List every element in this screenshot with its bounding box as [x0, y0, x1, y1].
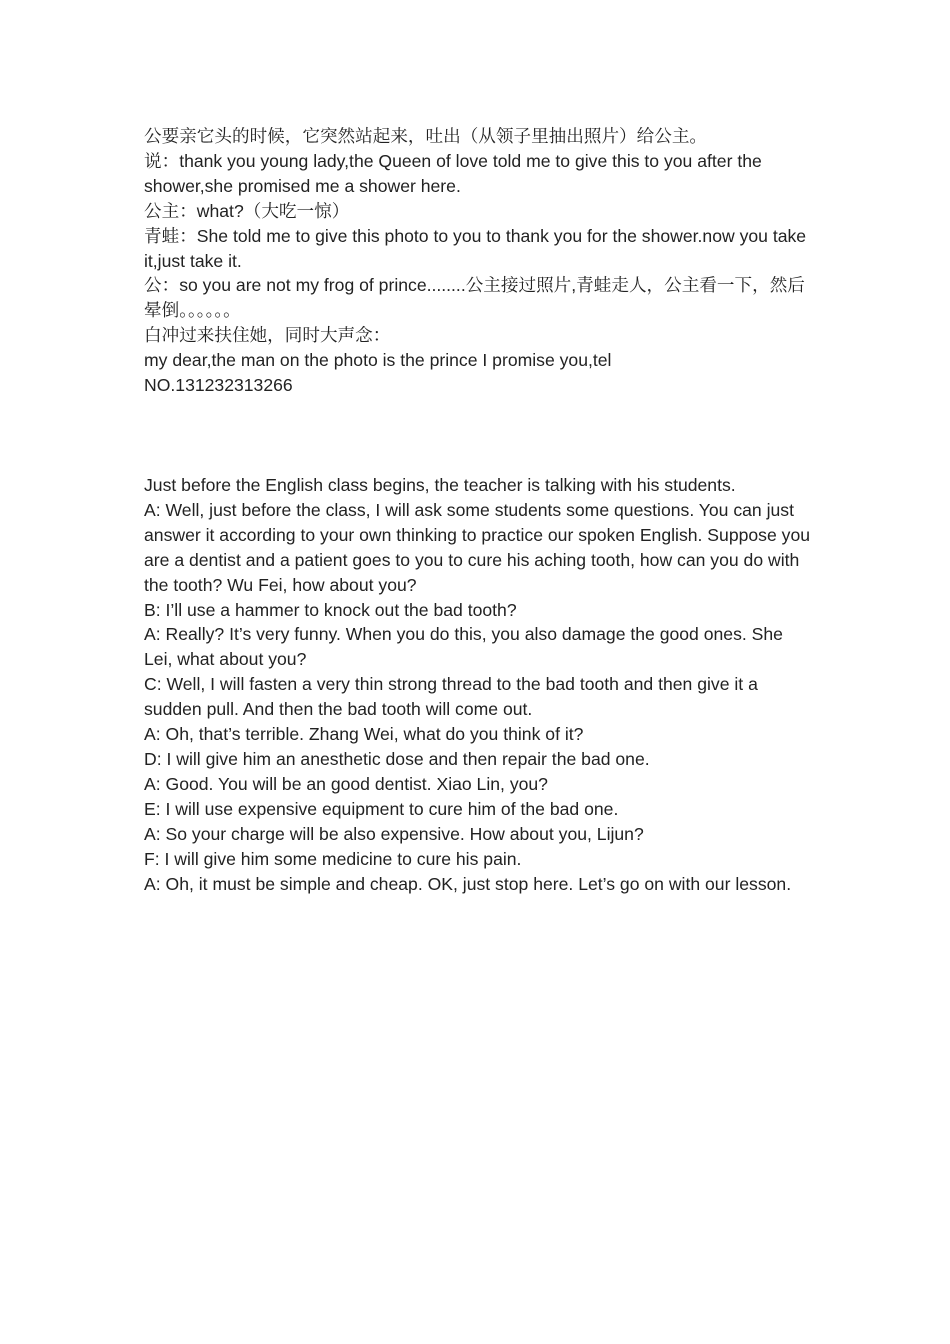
- dialogue-line-c: C: Well, I will fasten a very thin strong thread to the bad tooth and then give it a sudden pull. And then the bad tooth will come out.: [144, 674, 763, 720]
- story-line-5: 公：so you are not my frog of prince........公主接过照片,青蛙走人，公主看一下，然后晕倒。。。。。。: [144, 275, 805, 321]
- dialogue-line-e: E: I will use expensive equipment to cure him of the bad one.: [144, 798, 619, 819]
- dialogue-line-f: F: I will give him some medicine to cure his pain.: [144, 848, 522, 869]
- dialogue-intro: Just before the English class begins, the teacher is talking with his students.: [144, 475, 736, 495]
- dialogue-section: [144, 473, 814, 896]
- dialogue-line-a6: A: Oh, it must be simple and cheap. OK, just stop here. Let’s go on with our lesson.: [144, 873, 792, 894]
- story-line-4: 青蛙：She told me to give this photo to you to thank you for the shower.now you take it,just take it.: [144, 225, 811, 271]
- story-line-6: 白冲过来扶住她，同时大声念：: [144, 325, 391, 346]
- dialogue-line-a2: A: Really? It’s very funny. When you do this, you also damage the good ones. She Lei, what about you?: [144, 624, 788, 670]
- dialogue-line-a4: A: Good. You will be an good dentist. Xiao Lin, you?: [144, 773, 548, 794]
- dialogue-line-d: D: I will give him an anesthetic dose and then repair the bad one.: [144, 748, 650, 769]
- story-section: [144, 124, 814, 398]
- story-line-7: my dear,the man on the photo is the prince I promise you,tel NO.131232313266: [144, 350, 617, 396]
- dialogue-line-a1: A: Well, just before the class, I will ask some students some questions. You can just answer it according to your own thinking to practice our spoken English. Suppose you are a dentist and a patient goes to you to cure his aching tooth, how can you do with the tooth? Wu Fei, how about you?: [144, 499, 815, 595]
- dialogue-line-a3: A: Oh, that’s terrible. Zhang Wei, what do you think of it?: [144, 724, 584, 745]
- story-line-1: 公要亲它头的时候，它突然站起来，吐出（从领子里抽出照片）给公主。: [144, 126, 708, 146]
- dialogue-line-b: B: I’ll use a hammer to knock out the bad tooth?: [144, 599, 517, 620]
- story-line-3: 公主：what?（大吃一惊）: [144, 200, 350, 221]
- dialogue-line-a5: A: So your charge will be also expensive. How about you, Lijun?: [144, 823, 644, 844]
- story-line-2: 说：thank you young lady,the Queen of love told me to give this to you after the shower,she promised me a shower here.: [144, 150, 767, 196]
